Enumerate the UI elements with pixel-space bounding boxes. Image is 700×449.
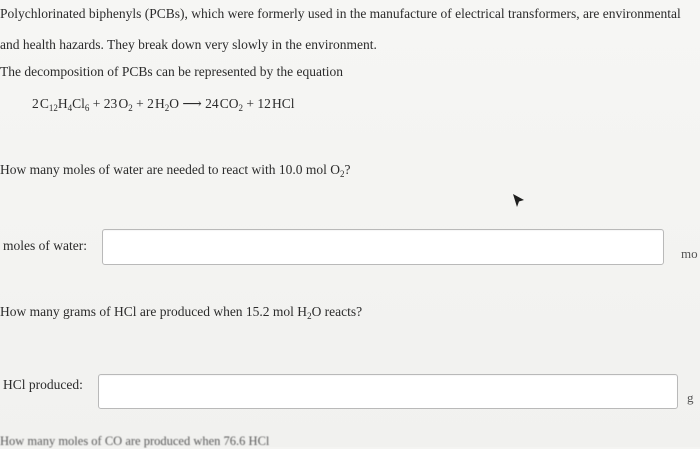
mouse-cursor-icon — [512, 193, 526, 209]
reaction-arrow: ⟶ — [182, 96, 202, 111]
moles-of-water-input[interactable] — [102, 229, 664, 265]
question-3-text-partial: How many moles of CO are produced when 76.6 HCl — [0, 434, 270, 448]
intro-line-1: Polychlorinated biphenyls (PCBs), which were formerly used in the manufacture of electrical transformers, are environmental — [0, 6, 681, 21]
question-2-text: How many grams of HCl are produced when 15.2 mol $H_2O$ reacts? — [0, 304, 363, 321]
hcl-produced-input[interactable] — [98, 374, 678, 409]
hcl-produced-unit: g — [687, 390, 694, 405]
moles-of-water-unit: mo — [681, 246, 698, 261]
intro-line-3: The decomposition of PCBs can be represented by the equation — [0, 64, 344, 79]
question-1-text: How many moles of water are needed to react with 10.0 mol $O_2$? — [0, 162, 351, 179]
intro-line-2: and health hazards. They break down very slowly in the environment. — [0, 37, 377, 52]
chemical-equation: 2 $C_{12}H_4Cl_6 + 23$ $O_2 + 2$ $H_2O$ ⟶ 24 $CO_2 + 12$ HCl — [32, 96, 295, 113]
hcl-produced-label: HCl produced: — [3, 377, 83, 392]
moles-of-water-label: moles of water: — [3, 238, 87, 253]
